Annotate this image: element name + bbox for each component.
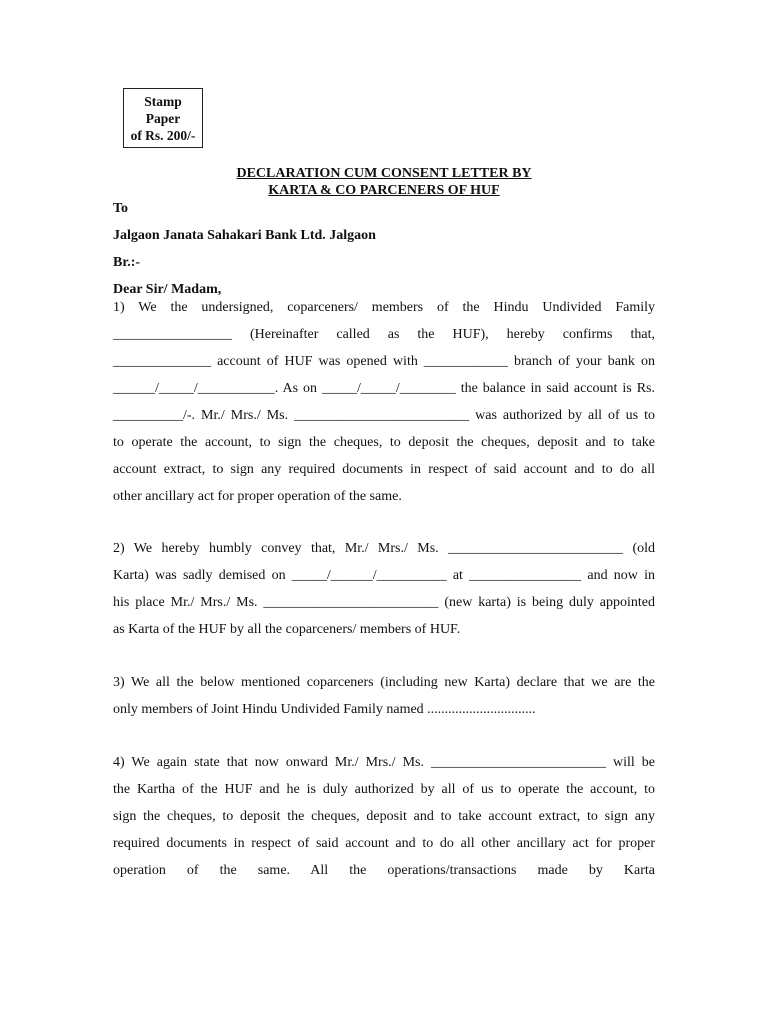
paragraph-line: as Karta of the HUF by all the coparceners/ members of HUF. bbox=[113, 622, 461, 637]
paragraph-line: 3) We all the below mentioned coparceners (including new Karta) declare that we are the bbox=[113, 675, 655, 690]
paragraph-line: ______________ account of HUF was opened with ____________ branch of your bank on bbox=[113, 354, 655, 369]
paragraph-line: ______/_____/___________. As on _____/_____/________ the balance in said account is Rs. bbox=[113, 381, 655, 396]
paragraph-line: operation of the same. All the operations/transactions made by Karta bbox=[113, 863, 655, 878]
paragraph-3 bbox=[113, 669, 655, 723]
paragraph-line: to operate the account, to sign the cheques, to deposit the cheques, deposit and to take bbox=[113, 435, 655, 450]
paragraph-line: sign the cheques, to deposit the cheques, deposit and to take account extract, to sign any bbox=[113, 809, 655, 824]
paragraph-line: _________________ (Hereinafter called as the HUF), hereby confirms that, bbox=[113, 327, 655, 342]
bank-name: Jalgaon Janata Sahakari Bank Ltd. Jalgaon bbox=[113, 228, 376, 243]
paragraph-line: only members of Joint Hindu Undivided Family named ............................... bbox=[113, 702, 536, 717]
document-title-line1: DECLARATION CUM CONSENT LETTER BY bbox=[236, 166, 532, 181]
paragraph-line: other ancillary act for proper operation of the same. bbox=[113, 489, 402, 504]
address-to: To bbox=[113, 201, 129, 216]
document-title-line2: KARTA & CO PARCENERS OF HUF bbox=[268, 183, 500, 198]
paragraph-line: the Kartha of the HUF and he is duly authorized by all of us to operate the account, to bbox=[113, 782, 655, 797]
stamp-line: Paper bbox=[145, 110, 181, 126]
paragraph-line: required documents in respect of said account and to do all other ancillary act for proper bbox=[113, 836, 655, 851]
salutation: Dear Sir/ Madam, bbox=[113, 282, 222, 297]
paragraph-1 bbox=[113, 294, 655, 510]
paragraph-line: his place Mr./ Mrs./ Ms. _________________________ (new karta) is being duly appointed bbox=[113, 595, 655, 610]
paragraph-line: __________/-. Mr./ Mrs./ Ms. _________________________ was authorized by all of us to bbox=[113, 408, 655, 423]
paragraph-line: 2) We hereby humbly convey that, Mr./ Mrs./ Ms. _________________________ (old bbox=[113, 541, 655, 556]
paragraph-line: 4) We again state that now onward Mr./ Mrs./ Ms. _________________________ will be bbox=[113, 755, 655, 770]
paragraph-line: 1) We the undersigned, coparceners/ members of the Hindu Undivided Family bbox=[113, 300, 655, 315]
stamp-line: of Rs. 200/- bbox=[130, 127, 196, 143]
paragraph-line: Karta) was sadly demised on _____/______/__________ at ________________ and now in bbox=[113, 568, 655, 583]
stamp-paper-box bbox=[123, 88, 203, 148]
branch-line: Br.:- bbox=[113, 255, 141, 270]
paragraph-4 bbox=[113, 749, 655, 884]
paragraph-2 bbox=[113, 535, 655, 643]
paragraph-line: account extract, to sign any required documents in respect of said account and to do all bbox=[113, 462, 655, 477]
stamp-line: Stamp bbox=[144, 93, 182, 109]
